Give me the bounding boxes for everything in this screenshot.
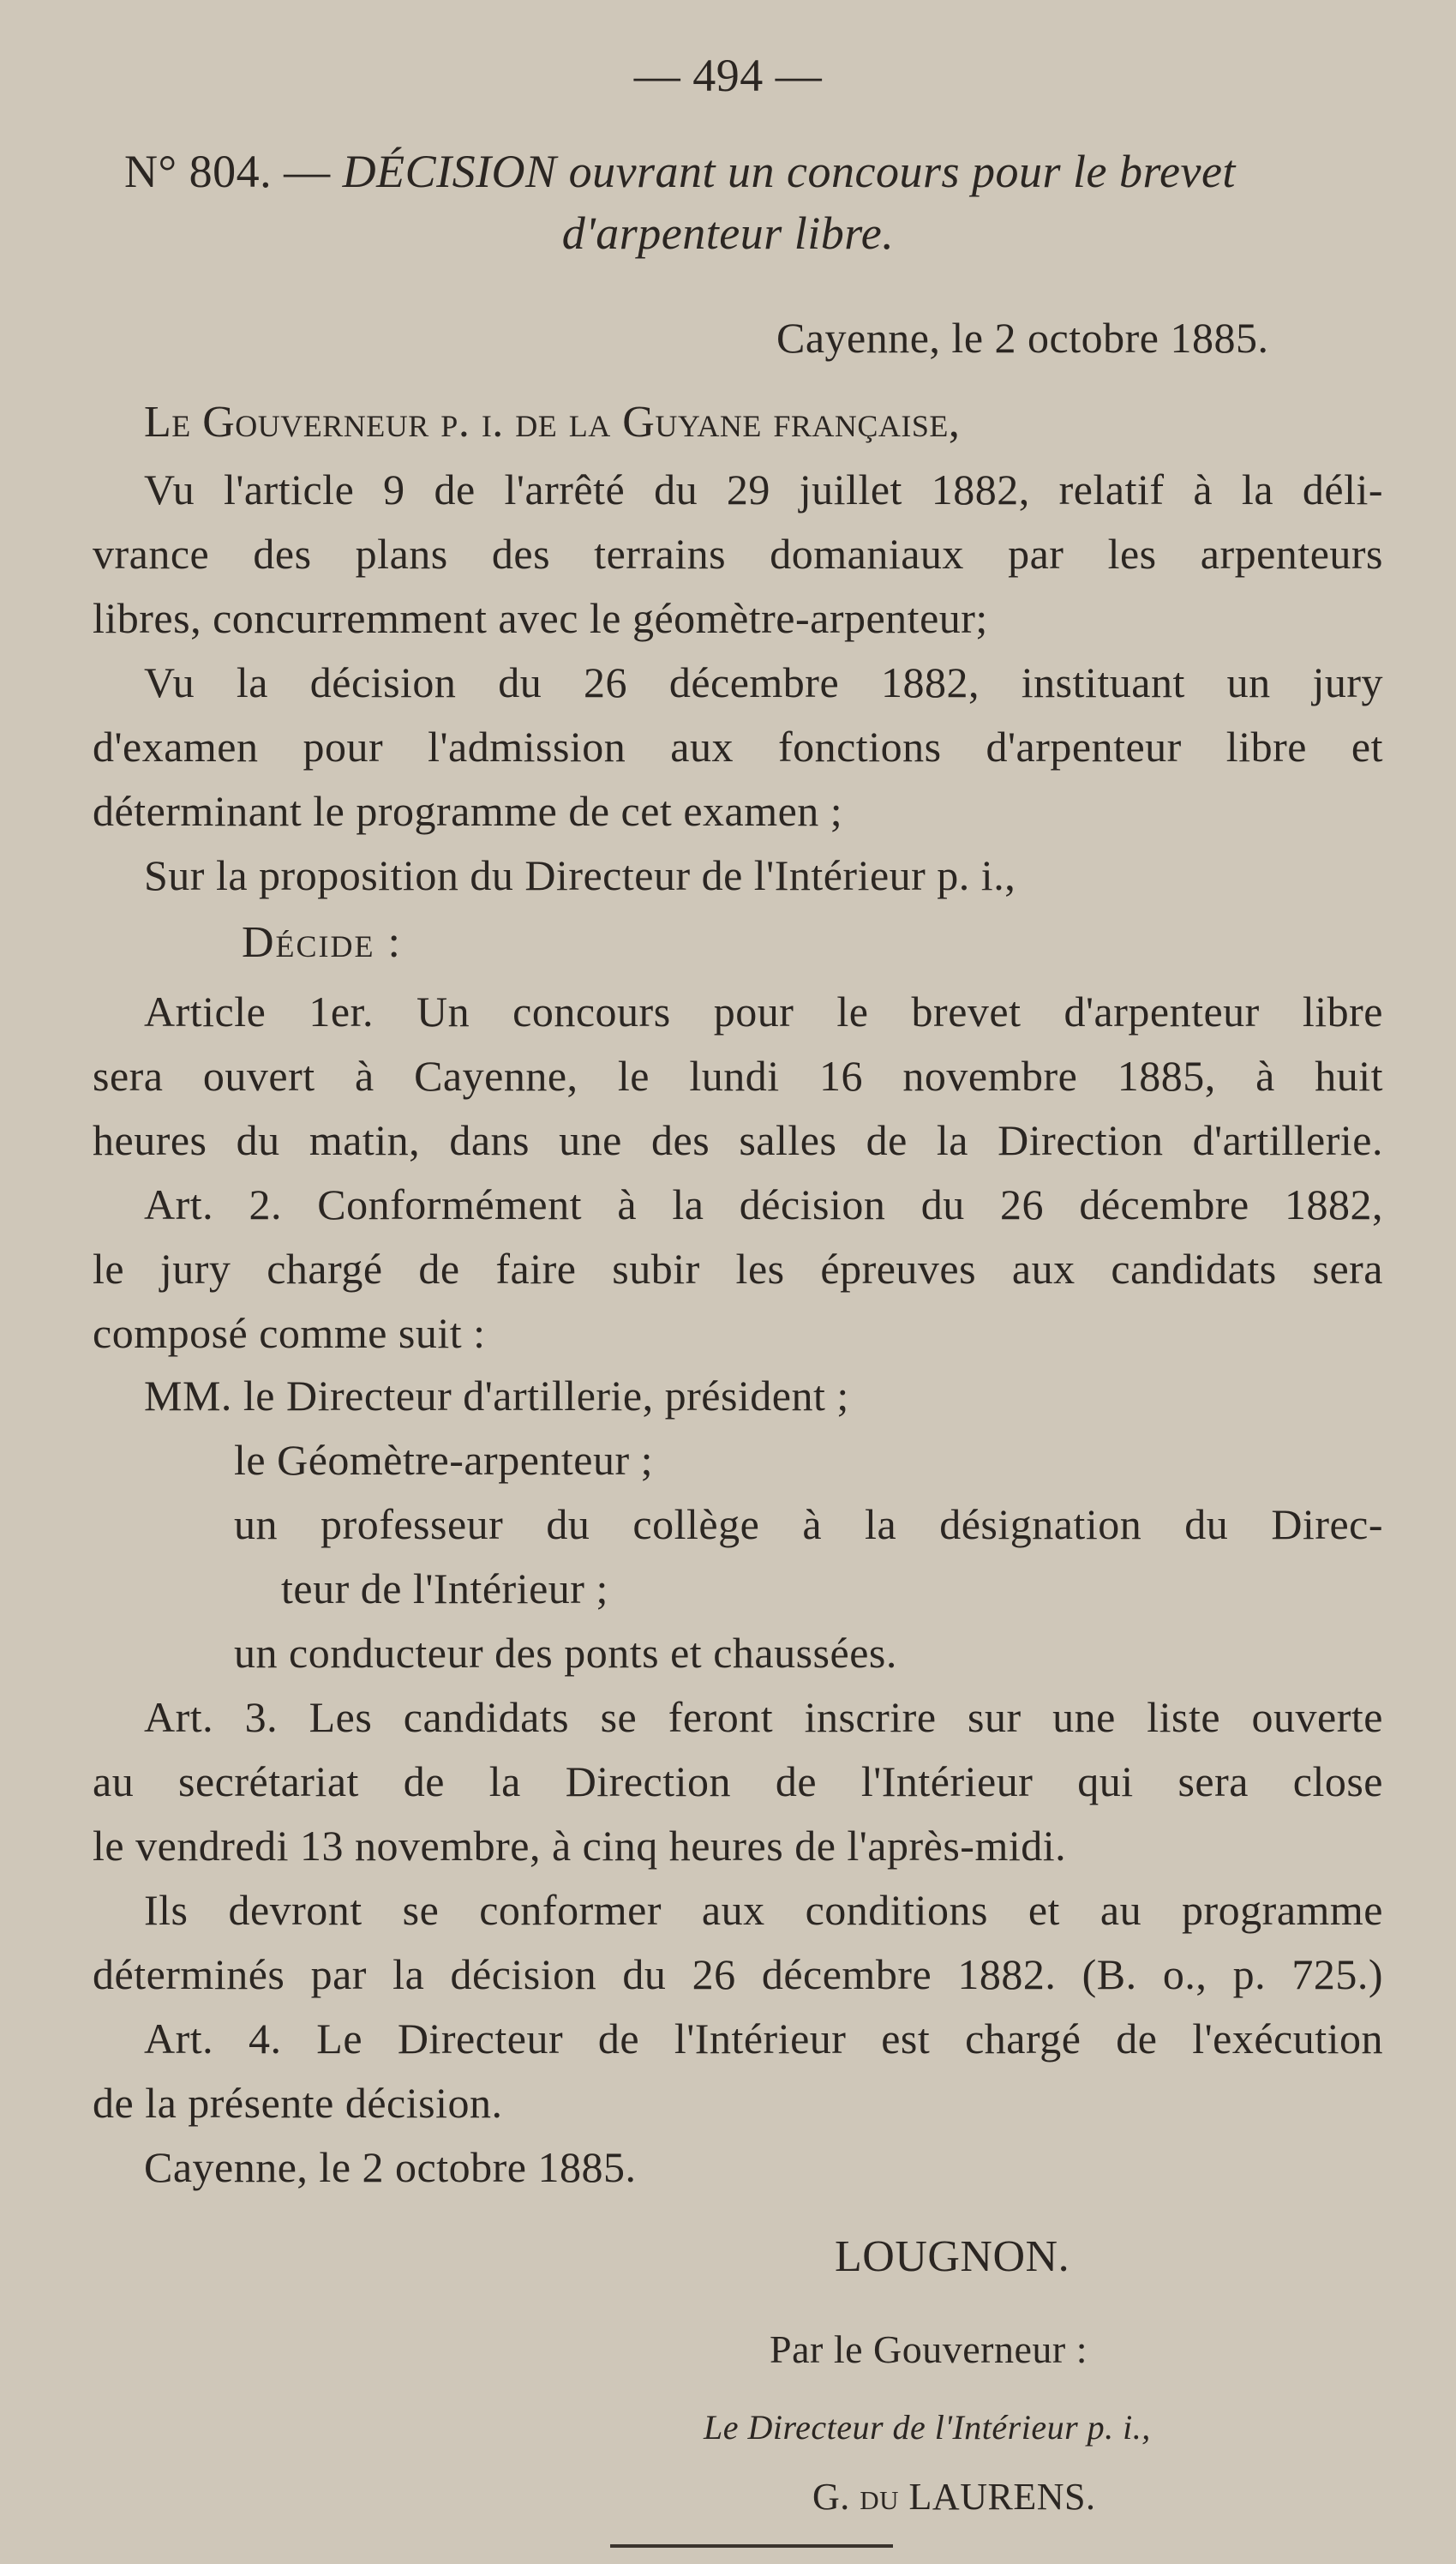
decision-title: DÉCISION ouvrant un concours pour le brevet <box>342 146 1236 197</box>
art1-line-1: Article 1er. Un concours pour le brevet d'arpenteur libre <box>144 988 1383 1036</box>
jury-line-2: le Géomètre-arpenteur ; <box>234 1436 654 1484</box>
signature-director-name: G. du LAURENS. <box>812 2476 1096 2518</box>
jury-line-3: un professeur du collège à la désignation du Direc- <box>234 1500 1383 1548</box>
vu1-line-1: Vu l'article 9 de l'arrêté du 29 juillet 1882, relatif à la déli- <box>144 465 1383 513</box>
dateline: Cayenne, le 2 octobre 1885. <box>776 314 1269 362</box>
decision-heading <box>124 146 1236 197</box>
decide-heading: Décide : <box>242 918 402 967</box>
decision-title-continued: d'arpenteur libre. <box>561 207 895 259</box>
signature-governor: LOUGNON. <box>835 2232 1070 2281</box>
signature-par: Par le Gouverneur : <box>770 2327 1088 2371</box>
vu2-line-3: déterminant le programme de cet examen ; <box>93 787 843 835</box>
art1-line-3: heures du matin, dans une des salles de la Direction d'artillerie. <box>93 1116 1383 1164</box>
art2-line-2: le jury chargé de faire subir les épreuves aux candidats sera <box>93 1245 1383 1293</box>
issuer-line: Le Gouverneur p. i. de la Guyane française, <box>144 398 961 447</box>
art4-line-1: Art. 4. Le Directeur de l'Intérieur est chargé de l'exécution <box>144 2015 1383 2063</box>
art2-line-1: Art. 2. Conformément à la décision du 26 décembre 1882, <box>144 1180 1383 1228</box>
decision-number: N° 804. — <box>124 146 331 197</box>
jury-line-5: un conducteur des ponts et chaussées. <box>234 1629 897 1677</box>
page-number: — 494 — <box>633 50 823 101</box>
ils-line-1: Ils devront se conformer aux conditions et au programme <box>144 1886 1383 1934</box>
art3-line-3: le vendredi 13 novembre, à cinq heures de l'après-midi. <box>93 1822 1067 1870</box>
vu1-line-3: libres, concurremment avec le géomètre-arpenteur; <box>93 594 988 642</box>
jury-line-4: teur de l'Intérieur ; <box>281 1564 608 1612</box>
closing-rule <box>610 2544 893 2548</box>
art2-line-3: composé comme suit : <box>93 1309 486 1357</box>
signature-director-title: Le Directeur de l'Intérieur p. i., <box>704 2408 1151 2447</box>
vu1-line-2: vrance des plans des terrains domaniaux par les arpenteurs <box>93 530 1383 578</box>
art3-line-1: Art. 3. Les candidats se feront inscrire sur une liste ouverte <box>144 1693 1383 1741</box>
vu2-line-1: Vu la décision du 26 décembre 1882, instituant un jury <box>144 658 1383 706</box>
art1-line-2: sera ouvert à Cayenne, le lundi 16 novembre 1885, à huit <box>93 1052 1383 1100</box>
art4-line-2: de la présente décision. <box>93 2079 503 2127</box>
sur-la-proposition: Sur la proposition du Directeur de l'Intérieur p. i., <box>144 851 1016 899</box>
ils-line-2: déterminés par la décision du 26 décembre 1882. (B. o., p. 725.) <box>93 1950 1383 1998</box>
jury-line-1: MM. le Directeur d'artillerie, président ; <box>144 1372 849 1420</box>
vu2-line-2: d'examen pour l'admission aux fonctions d'arpenteur libre et <box>93 723 1383 771</box>
closing-dateline: Cayenne, le 2 octobre 1885. <box>144 2143 637 2191</box>
art3-line-2: au secrétariat de la Direction de l'Intérieur qui sera close <box>93 1757 1383 1805</box>
